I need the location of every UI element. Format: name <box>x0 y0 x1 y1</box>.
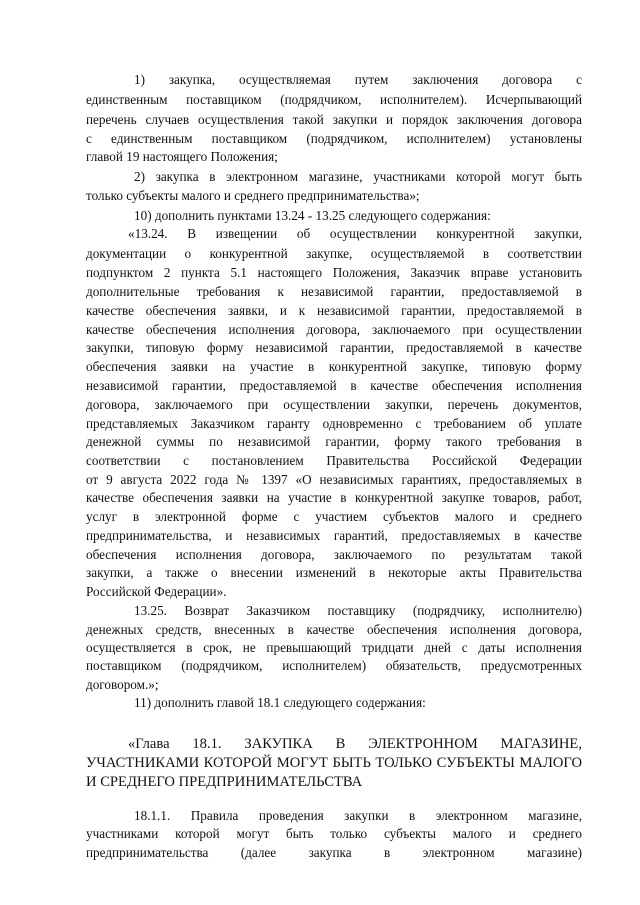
text-line: закупки, а также о внесении изменений в некоторые акты Правительства <box>86 565 582 580</box>
text-line: обеспечения исполнения договора, заключаемого по результатам такой <box>86 547 582 562</box>
text-line: единственным поставщиком (подрядчиком, исполнителем). Исчерпывающий <box>86 92 582 107</box>
text-line: документации о конкурентной закупке, осуществляемой в соответствии <box>86 246 582 261</box>
text-line: предпринимательства (далее закупка в электронном магазине) <box>86 845 582 860</box>
text-line: денежной суммы по независимой гарантии, форму такого требования в <box>86 434 582 449</box>
text-line: качестве обеспечения заявки, и к независимой гарантии, предоставляемой в <box>86 303 582 318</box>
text-line: предпринимательства, и независимых гарантий, предоставляемых в качестве <box>86 528 582 543</box>
heading-line: И СРЕДНЕГО ПРЕДПРИНИМАТЕЛЬСТВА <box>86 774 363 790</box>
text-line: качестве обеспечения исполнения договора, заключаемого при осуществлении <box>86 322 582 337</box>
text-line: 18.1.1. Правила проведения закупки в электронном магазине, <box>134 808 582 823</box>
text-line: 13.25. Возврат Заказчиком поставщику (подрядчику, исполнителю) <box>134 603 582 618</box>
text-line: представляемых Заказчиком гаранту одновременно с требованием об уплате <box>86 416 582 431</box>
text-line: от 9 августа 2022 года № 1397 «О независимых гарантиях, предоставляемых в <box>86 472 582 487</box>
text-line: договором.»; <box>86 677 159 692</box>
text-line: договора, заключаемого при осуществлении закупки, перечень документов, <box>86 397 582 412</box>
text-line: дополнительные требования к независимой гарантии, предоставляемой в <box>86 284 582 299</box>
text-line: осуществляется в срок, не превышающий тридцати дней с даты исполнения <box>86 640 582 655</box>
text-line: 1) закупка, осуществляемая путем заключения договора с <box>134 72 582 87</box>
text-line: качестве обеспечения заявки на участие в конкурентной закупке товаров, работ, <box>86 490 582 505</box>
text-line: перечень случаев осуществления такой закупки и порядок заключения договора <box>86 112 582 127</box>
text-line: соответствии с постановлением Правительства Российской Федерации <box>86 453 582 468</box>
text-line: главой 19 настоящего Положения; <box>86 149 278 164</box>
text-line: 2) закупка в электронном магазине, участниками которой могут быть <box>134 169 582 184</box>
text-line: услуг в электронной форме с участием субъектов малого и среднего <box>86 509 582 524</box>
text-line: участниками которой могут быть только субъекты малого и среднего <box>86 826 582 841</box>
text-line: поставщиком (подрядчиком, исполнителем) обязательств, предусмотренных <box>86 658 582 673</box>
text-line: закупки, типовую форму независимой гарантии, предоставляемой в качестве <box>86 340 582 355</box>
text-line: подпунктом 2 пункта 5.1 настоящего Положения, Заказчик вправе установить <box>86 265 582 280</box>
text-line: 11) дополнить главой 18.1 следующего содержания: <box>134 695 426 710</box>
text-line: Российской Федерации». <box>86 584 227 599</box>
text-line: денежных средств, внесенных в качестве обеспечения исполнения договора, <box>86 622 582 637</box>
text-line: «13.24. В извещении об осуществлении конкурентной закупки, <box>128 226 582 241</box>
heading-line: «Глава 18.1. ЗАКУПКА В ЭЛЕКТРОННОМ МАГАЗИНЕ, <box>128 736 582 752</box>
text-line: с единственным поставщиком (подрядчиком, исполнителем) установлены <box>86 131 582 146</box>
text-line: только субъекты малого и среднего предпринимательства»; <box>86 188 420 203</box>
text-line: независимой гарантии, предоставляемой в качестве обеспечения исполнения <box>86 378 582 393</box>
text-line: 10) дополнить пунктами 13.24 - 13.25 следующего содержания: <box>134 208 491 223</box>
text-line: обеспечения заявки на участие в конкурентной закупке, типовую форму <box>86 359 582 374</box>
heading-line: УЧАСТНИКАМИ КОТОРОЙ МОГУТ БЫТЬ ТОЛЬКО СУБЪЕКТЫ МАЛОГО <box>86 755 582 771</box>
